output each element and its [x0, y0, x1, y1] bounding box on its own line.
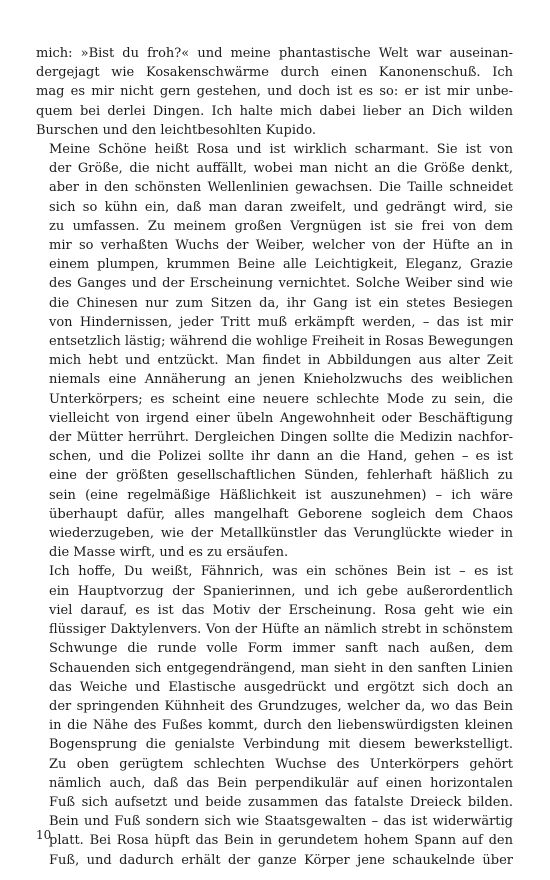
text-line: nämlich auch, daß das Bein perpendikulär auf einen horizontalen — [49, 775, 513, 791]
text-line: mag es mir nicht gern gestehen, und doch ist es so: er ist mir unbe- — [36, 84, 513, 100]
text-line: dergejagt wie Kosakenschwärme durch einen Kanonenschuß. Ich — [36, 65, 513, 81]
text-line: in die Nähe des Fußes kommt, durch den liebenswürdigsten kleinen — [49, 718, 513, 734]
text-line: flüssiger Daktylenvers. Von der Hüfte an nämlich strebt in schönstem — [49, 622, 513, 638]
text-line: ein Hauptvorzug der Spanierinnen, und ich gebe außerordentlich — [49, 583, 513, 599]
text-line: mich hebt und entzückt. Man findet in Abbildungen aus alter Zeit — [49, 353, 513, 369]
text-line: die Chinesen nur zum Sitzen da, ihr Gang ist ein stetes Besiegen — [49, 295, 513, 311]
text-line: zu umfassen. Zu meinem großen Vergnügen ist sie frei von dem — [49, 218, 513, 234]
text-line: platt. Bei Rosa hüpft das Bein in gerundetem hohem Spann auf den — [49, 833, 513, 849]
text-line: Schwunge die runde volle Form immer sanft nach außen, dem — [49, 641, 513, 657]
page-number: 10 — [36, 828, 52, 842]
paragraph-1 — [36, 44, 513, 140]
text-line: einem plumpen, krummen Beine alle Leichtigkeit, Eleganz, Grazie — [49, 257, 513, 273]
text-line: des Ganges und der Erscheinung vernichtet. Solche Weiber sind wie — [49, 276, 513, 292]
text-line: der Größe, die nicht auffällt, wobei man nicht an die Größe denkt, — [49, 161, 513, 177]
text-line: Unterkörpers; es scheint eine neuere schlechte Mode zu sein, die — [49, 391, 513, 407]
text-line: vielleicht von irgend einer übeln Angewohnheit oder Beschäftigung — [49, 410, 513, 426]
page-body — [36, 44, 513, 870]
text-line: wiederzugeben, wie der Metallkünstler das Verunglückte wieder in — [49, 526, 513, 542]
text-line: viel darauf, es ist das Motiv der Erscheinung. Rosa geht wie ein — [49, 602, 513, 618]
paragraph-3 — [36, 562, 513, 869]
text-line: der Mütter herrührt. Dergleichen Dingen sollte die Medizin nachfor- — [49, 430, 513, 446]
text-line: schen, und die Polizei sollte ihr dann an die Hand, gehen – es ist — [49, 449, 513, 465]
text-line: der springenden Kühnheit des Grundzuges, welcher da, wo das Bein — [49, 698, 513, 714]
text-line: niemals eine Annäherung an jenen Knieholzwuchs des weiblichen — [49, 372, 513, 388]
text-line: Bein und Fuß sondern sich wie Staatsgewalten – das ist widerwärtig — [49, 814, 513, 830]
text-line: sein (eine regelmäßige Häßlichkeit ist auszunehmen) – ich wäre — [49, 487, 513, 503]
paragraph-2 — [36, 140, 513, 562]
text-line: das Weiche und Elastische ausgedrückt und ergötzt sich doch an — [49, 679, 513, 695]
text-line: mir so verhaßten Wuchs der Weiber, welcher von der Hüfte an in — [49, 238, 513, 254]
text-line: die Masse wirft, und es zu ersäufen. — [49, 545, 289, 561]
text-line: Meine Schöne heißt Rosa und ist wirklich scharmant. Sie ist von — [49, 142, 513, 158]
text-line: Zu oben gerügtem schlechten Wuchse des Unterkörpers gehört — [49, 756, 513, 772]
text-line: aber in den schönsten Wellenlinien gewachsen. Die Taille schneidet — [49, 180, 513, 196]
text-line: Burschen und den leichtbesohlten Kupido. — [36, 122, 317, 138]
text-line: Ich hoffe, Du weißt, Fähnrich, was ein schönes Bein ist – es ist — [49, 564, 513, 580]
text-line: Fuß, und dadurch erhält der ganze Körper jene schaukelnde über — [49, 852, 513, 868]
text-line: sich so kühn ein, daß man daran zweifelt, und gedrängt wird, sie — [49, 199, 513, 215]
text-line: Schauenden sich entgegendrängend, man sieht in den sanften Linien — [49, 660, 513, 676]
text-line: überhaupt dafür, alles mangelhaft Geborene sogleich dem Chaos — [49, 506, 513, 522]
text-line: Fuß sich aufsetzt und beide zusammen das fatalste Dreieck bilden. — [49, 794, 513, 810]
text-line: Bogensprung die genialste Verbindung mit diesem bewerkstelligt. — [49, 737, 513, 753]
text-line: entsetzlich lästig; während die wohlige Freiheit in Rosas Bewegungen — [49, 334, 514, 350]
text-line: von Hindernissen, jeder Tritt muß erkämpft werden, – das ist mir — [49, 314, 513, 330]
text-line: mich: »Bist du froh?« und meine phantastische Welt war auseinan- — [36, 46, 513, 61]
text-line: quem bei derlei Dingen. Ich halte mich dabei lieber an Dich wilden — [36, 103, 513, 119]
text-line: eine der größten gesellschaftlichen Sünden, fehlerhaft häßlich zu — [49, 468, 513, 484]
